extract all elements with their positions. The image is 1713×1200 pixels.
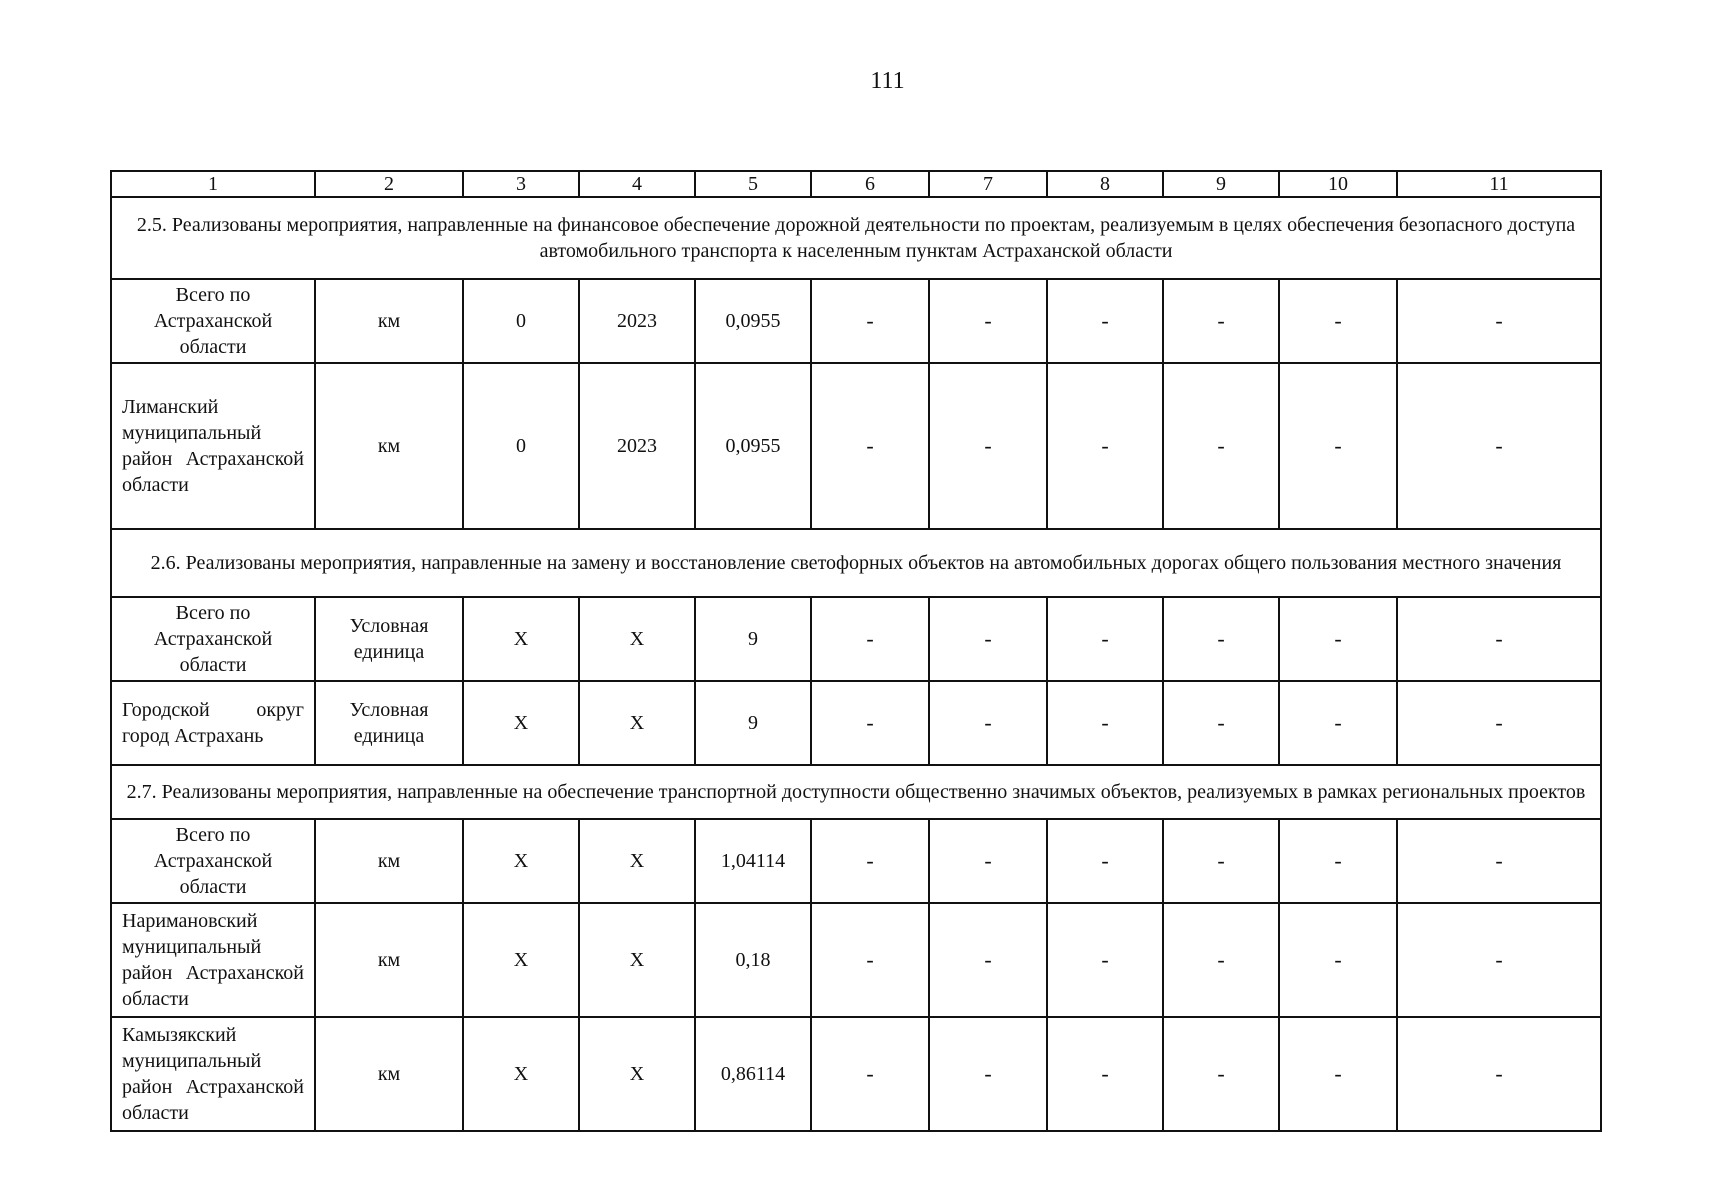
territory-name: Городской округ город Астрахань (111, 681, 315, 765)
value-cell: X (463, 903, 579, 1017)
value-cell: - (811, 819, 929, 903)
section-title: 2.5. Реализованы мероприятия, направленные на финансовое обеспечение дорожной деятельности по проектам, реализуемым в целях обеспечения безопасного доступа автомобильного транспорта к населенным пунктам Астраханской области (111, 197, 1601, 279)
territory-name: Наримановский муниципальный район Астраханской области (111, 903, 315, 1017)
column-header: 2 (315, 171, 463, 197)
value-cell: - (1163, 819, 1279, 903)
territory-name: Всего по Астраханской области (111, 819, 315, 903)
value-cell: X (463, 597, 579, 681)
column-header: 1 (111, 171, 315, 197)
page-number: 111 (870, 68, 905, 94)
value-cell: - (1047, 363, 1163, 529)
value-cell: 0 (463, 363, 579, 529)
indicators-table (110, 170, 1602, 1132)
value-cell: - (929, 597, 1047, 681)
value-cell: - (1279, 681, 1397, 765)
unit-cell: Условная единица (315, 597, 463, 681)
territory-name: Лиманский муниципальный район Астраханской области (111, 363, 315, 529)
value-cell: - (1047, 903, 1163, 1017)
value-cell: - (1163, 1017, 1279, 1131)
value-cell: - (811, 279, 929, 363)
value-cell: - (1163, 903, 1279, 1017)
column-header: 8 (1047, 171, 1163, 197)
value-cell: - (811, 1017, 929, 1131)
value-cell: - (1279, 279, 1397, 363)
value-cell: 0,0955 (695, 363, 811, 529)
value-cell: - (811, 903, 929, 1017)
value-cell: - (1397, 279, 1601, 363)
value-cell: 0 (463, 279, 579, 363)
value-cell: 9 (695, 597, 811, 681)
value-cell: - (1047, 819, 1163, 903)
unit-cell: км (315, 903, 463, 1017)
territory-name: Всего по Астраханской области (111, 279, 315, 363)
value-cell: - (1279, 1017, 1397, 1131)
column-header: 6 (811, 171, 929, 197)
section-title-row (111, 529, 1601, 597)
column-header: 10 (1279, 171, 1397, 197)
section-title-row (111, 765, 1601, 819)
column-number-row (111, 171, 1601, 197)
unit-cell: км (315, 279, 463, 363)
value-cell: 0,18 (695, 903, 811, 1017)
unit-cell: км (315, 1017, 463, 1131)
table-row (111, 681, 1601, 765)
column-header: 5 (695, 171, 811, 197)
value-cell: - (1047, 681, 1163, 765)
value-cell: - (1279, 363, 1397, 529)
value-cell: X (579, 597, 695, 681)
value-cell: X (579, 681, 695, 765)
value-cell: - (1279, 597, 1397, 681)
value-cell: - (1047, 1017, 1163, 1131)
value-cell: - (1397, 1017, 1601, 1131)
table-row (111, 597, 1601, 681)
value-cell: - (1397, 363, 1601, 529)
value-cell: 0,0955 (695, 279, 811, 363)
section-title: 2.6. Реализованы мероприятия, направленные на замену и восстановление светофорных объектов на автомобильных дорогах общего пользования местного значения (111, 529, 1601, 597)
column-header: 3 (463, 171, 579, 197)
table-row (111, 1017, 1601, 1131)
value-cell: 9 (695, 681, 811, 765)
value-cell: - (1397, 903, 1601, 1017)
value-cell: - (929, 1017, 1047, 1131)
value-cell: - (1163, 681, 1279, 765)
value-cell: - (929, 681, 1047, 765)
value-cell: 2023 (579, 363, 695, 529)
table-row (111, 903, 1601, 1017)
column-header: 11 (1397, 171, 1601, 197)
section-title: 2.7. Реализованы мероприятия, направленные на обеспечение транспортной доступности общественно значимых объектов, реализуемых в рамках региональных проектов (111, 765, 1601, 819)
table-row (111, 363, 1601, 529)
value-cell: - (1279, 903, 1397, 1017)
value-cell: - (929, 903, 1047, 1017)
value-cell: - (1163, 363, 1279, 529)
value-cell: - (929, 279, 1047, 363)
column-header: 4 (579, 171, 695, 197)
section-title-row (111, 197, 1601, 279)
unit-cell: км (315, 363, 463, 529)
value-cell: - (1163, 597, 1279, 681)
value-cell: 1,04114 (695, 819, 811, 903)
value-cell: 0,86114 (695, 1017, 811, 1131)
unit-cell: Условная единица (315, 681, 463, 765)
value-cell: - (1047, 279, 1163, 363)
value-cell: - (811, 363, 929, 529)
value-cell: X (463, 1017, 579, 1131)
table-row (111, 819, 1601, 903)
column-header: 9 (1163, 171, 1279, 197)
value-cell: X (463, 819, 579, 903)
value-cell: - (1163, 279, 1279, 363)
value-cell: - (929, 363, 1047, 529)
value-cell: 2023 (579, 279, 695, 363)
value-cell: X (579, 819, 695, 903)
value-cell: - (1047, 597, 1163, 681)
value-cell: - (1397, 597, 1601, 681)
value-cell: X (579, 903, 695, 1017)
value-cell: X (579, 1017, 695, 1131)
value-cell: - (1397, 819, 1601, 903)
column-header: 7 (929, 171, 1047, 197)
value-cell: X (463, 681, 579, 765)
value-cell: - (811, 597, 929, 681)
value-cell: - (1279, 819, 1397, 903)
value-cell: - (811, 681, 929, 765)
value-cell: - (1397, 681, 1601, 765)
territory-name: Камызякский муниципальный район Астраханской области (111, 1017, 315, 1131)
value-cell: - (929, 819, 1047, 903)
table-row (111, 279, 1601, 363)
unit-cell: км (315, 819, 463, 903)
territory-name: Всего по Астраханской области (111, 597, 315, 681)
